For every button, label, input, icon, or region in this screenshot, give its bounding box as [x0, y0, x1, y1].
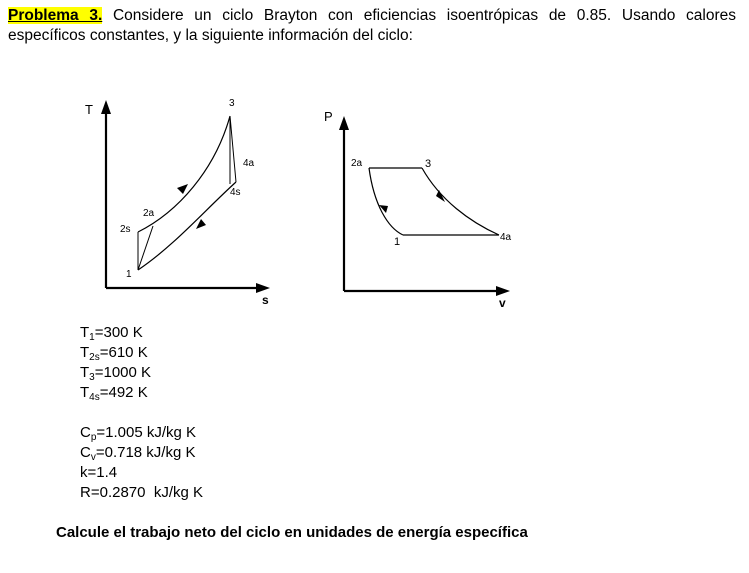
given-k: k=1.4: [80, 464, 118, 481]
pv-point-3: 3: [425, 158, 432, 170]
ts-line-3-4a: [230, 116, 236, 182]
ts-point-4a: 4a: [243, 158, 255, 169]
problem-label: Problema 3.: [8, 7, 103, 24]
pv-y-axis-arrow-icon: [339, 116, 349, 130]
ts-axis-label-x: s: [262, 293, 269, 307]
ts-arrow-2a-3-icon: [177, 184, 188, 194]
ts-x-axis-arrow-icon: [256, 283, 270, 293]
given-t1: $T_1=300$ K: [80, 324, 143, 343]
ts-point-1: 1: [126, 269, 132, 280]
given-cp: $C_p=1.005$ kJ/kg K: [80, 424, 197, 443]
given-properties: [80, 423, 203, 503]
pv-x-axis-arrow-icon: [496, 286, 510, 296]
given-t2s: $T_{2s}=610$ K: [80, 344, 148, 363]
ts-line-1-2a: [138, 226, 153, 270]
given-t4s: $T_{4s}=492$ K: [80, 384, 148, 403]
ts-point-2s: 2s: [120, 224, 131, 235]
given-r: R=0.2870 kJ/kg K: [80, 484, 203, 501]
ts-arrow-4a-1-icon: [196, 219, 206, 229]
pv-axis-label-y: P: [324, 109, 333, 124]
pv-curve-1-2a: [369, 168, 403, 235]
pv-point-1: 1: [394, 236, 401, 248]
ts-y-axis-arrow-icon: [101, 100, 111, 114]
pv-point-2a: 2a: [351, 158, 363, 169]
pv-point-4a: 4a: [500, 232, 512, 243]
pv-diagram: [324, 109, 512, 310]
given-temperatures: [80, 323, 151, 403]
given-cv: $C_v=0.718$ kJ/kg K: [80, 444, 196, 463]
pv-axis-label-x: v: [499, 296, 506, 310]
pv-curve-3-4a: [422, 168, 499, 235]
given-t3: $T_3=1000$ K: [80, 364, 152, 383]
ts-point-4s: 4s: [230, 187, 241, 198]
ts-diagram: [85, 98, 270, 307]
ts-point-3: 3: [229, 98, 235, 109]
ts-point-2a: 2a: [143, 208, 155, 219]
problem-text: Considere un ciclo Brayton con eficiencias isoentrópicas de 0.85. Usando calores específicos constantes, y la siguiente información del ciclo:: [8, 7, 736, 44]
question-text: Calcule el trabajo neto del ciclo en unidades de energía específica: [56, 524, 528, 541]
ts-axis-label-y: T: [85, 102, 93, 117]
